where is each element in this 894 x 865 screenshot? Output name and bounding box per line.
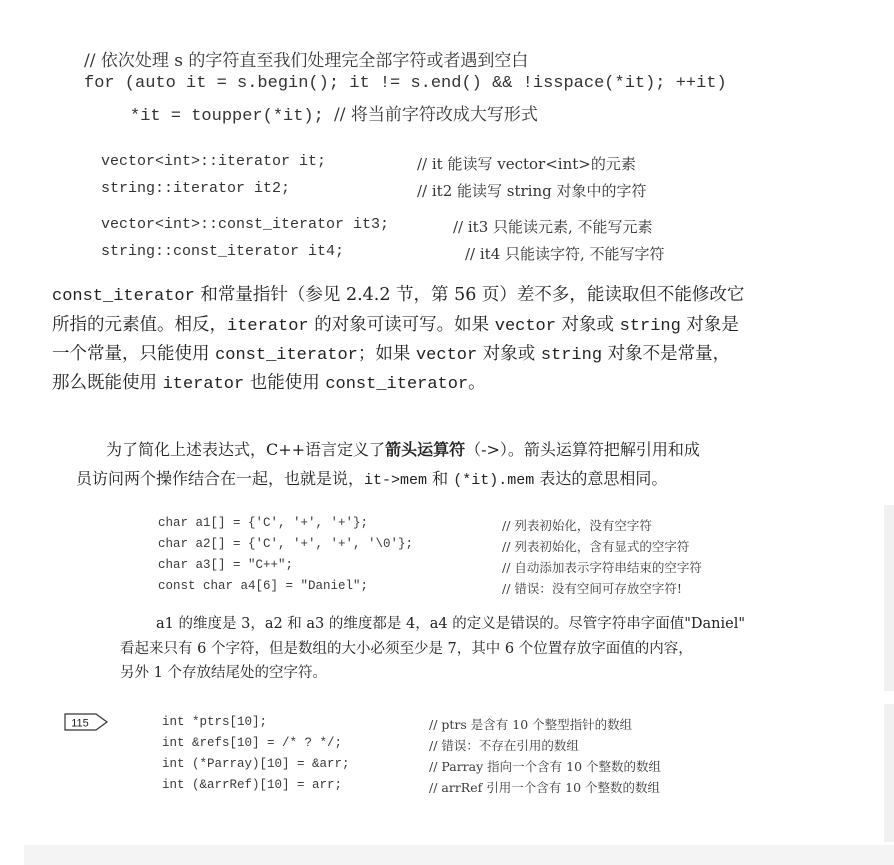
- paragraph-2-line-1: 为了简化上述表达式，C++语言定义了箭头运算符（->）。箭头运算符把解引用和成: [106, 440, 700, 459]
- comment-a1: // 列表初始化，没有空字符: [502, 518, 652, 533]
- comment-ptrs: // ptrs 是含有 10 个整型指针的数组: [429, 717, 633, 732]
- comment-it2: // it2 能读写 string 对象中的字符: [417, 182, 647, 200]
- arrow-operator-term: 箭头运算符: [385, 440, 466, 459]
- code-line-parray: int (*Parray)[10] = &arr;: [162, 757, 350, 771]
- code-line-a2: char a2[] = {'C', '+', '+', '\0'};: [158, 537, 414, 551]
- paragraph-3-line-2: 看起来只有 6 个字符，但是数组的大小必须至少是 7，其中 6 个位置存放字面值的内容，: [120, 641, 693, 657]
- paragraph-2-line-2: 员访问两个操作结合在一起，也就是说，it->mem 和 (*it).mem 表达的意思相同。: [76, 469, 668, 489]
- body-code: *it = toupper(*it);: [130, 107, 324, 126]
- comment-parray: // Parray 指向一个含有 10 个整数的数组: [429, 759, 661, 774]
- code-comment-line: [84, 46, 528, 72]
- page-divider: [24, 845, 894, 865]
- page-marker-number: 115: [71, 717, 89, 730]
- comment-a4: // 错误：没有空间可存放空字符!: [502, 581, 682, 596]
- code-line-it: vector<int>::iterator it;: [101, 153, 327, 170]
- code-line-a1: char a1[] = {'C', '+', '+'};: [158, 516, 369, 530]
- code-comment: // 依次处理 s 的字符直至我们处理完全部字符或者遇到空白: [84, 51, 529, 71]
- code-line-a3: char a3[] = "C++";: [158, 558, 294, 572]
- comment-it4: // it4 只能读字符, 不能写字符: [465, 245, 665, 263]
- comment-a2: // 列表初始化，含有显式的空字符: [502, 539, 690, 554]
- paragraph-1-line-3: 一个常量，只能使用 const_iterator；如果 vector 对象或 string 对象不是常量，: [52, 344, 731, 365]
- paragraph-3-line-1: a1 的维度是 3，a2 和 a3 的维度都是 4，a4 的定义是错误的。尽管字符串字面值"Daniel": [156, 616, 745, 632]
- code-line-arrref: int (&arrRef)[10] = arr;: [162, 778, 343, 792]
- code-line-it2: string::iterator it2;: [101, 180, 291, 197]
- comment-arrref: // arrRef 引用一个含有 10 个整数的数组: [429, 780, 661, 795]
- comment-it3: // it3 只能读元素, 不能写元素: [453, 218, 653, 236]
- code-line-it3: vector<int>::const_iterator it3;: [101, 216, 390, 233]
- body-comment: // 将当前字符改成大写形式: [334, 105, 538, 125]
- paragraph-3-line-3: 另外 1 个存放结尾处的空字符。: [120, 665, 327, 681]
- comment-a3: // 自动添加表示字符串结束的空字符: [502, 560, 702, 575]
- code-line-it4: string::const_iterator it4;: [101, 243, 345, 260]
- for-loop-line: for (auto it = s.begin(); it != s.end() && !isspace(*it); ++it): [84, 74, 727, 93]
- right-panel-top: [884, 505, 894, 691]
- right-panel-bottom: [884, 704, 894, 842]
- code-line-refs: int &refs[10] = /* ? */;: [162, 736, 343, 750]
- paragraph-1-line-1: const_iterator 和常量指针（参见 2.4.2 节，第 56 页）差不多，能读取但不能修改它: [52, 285, 745, 306]
- paragraph-1-line-4: 那么既能使用 iterator 也能使用 const_iterator。: [52, 373, 486, 394]
- page-marker-badge: [64, 713, 108, 731]
- paragraph-1-line-2: 所指的元素值。相反，iterator 的对象可读可写。如果 vector 对象或 string 对象是: [52, 315, 739, 336]
- for-body-line: [130, 100, 538, 126]
- comment-refs: // 错误：不存在引用的数组: [429, 738, 579, 753]
- code-line-ptrs: int *ptrs[10];: [162, 715, 268, 729]
- comment-it: // it 能读写 vector<int>的元素: [417, 155, 636, 173]
- code-line-a4: const char a4[6] = "Daniel";: [158, 579, 369, 593]
